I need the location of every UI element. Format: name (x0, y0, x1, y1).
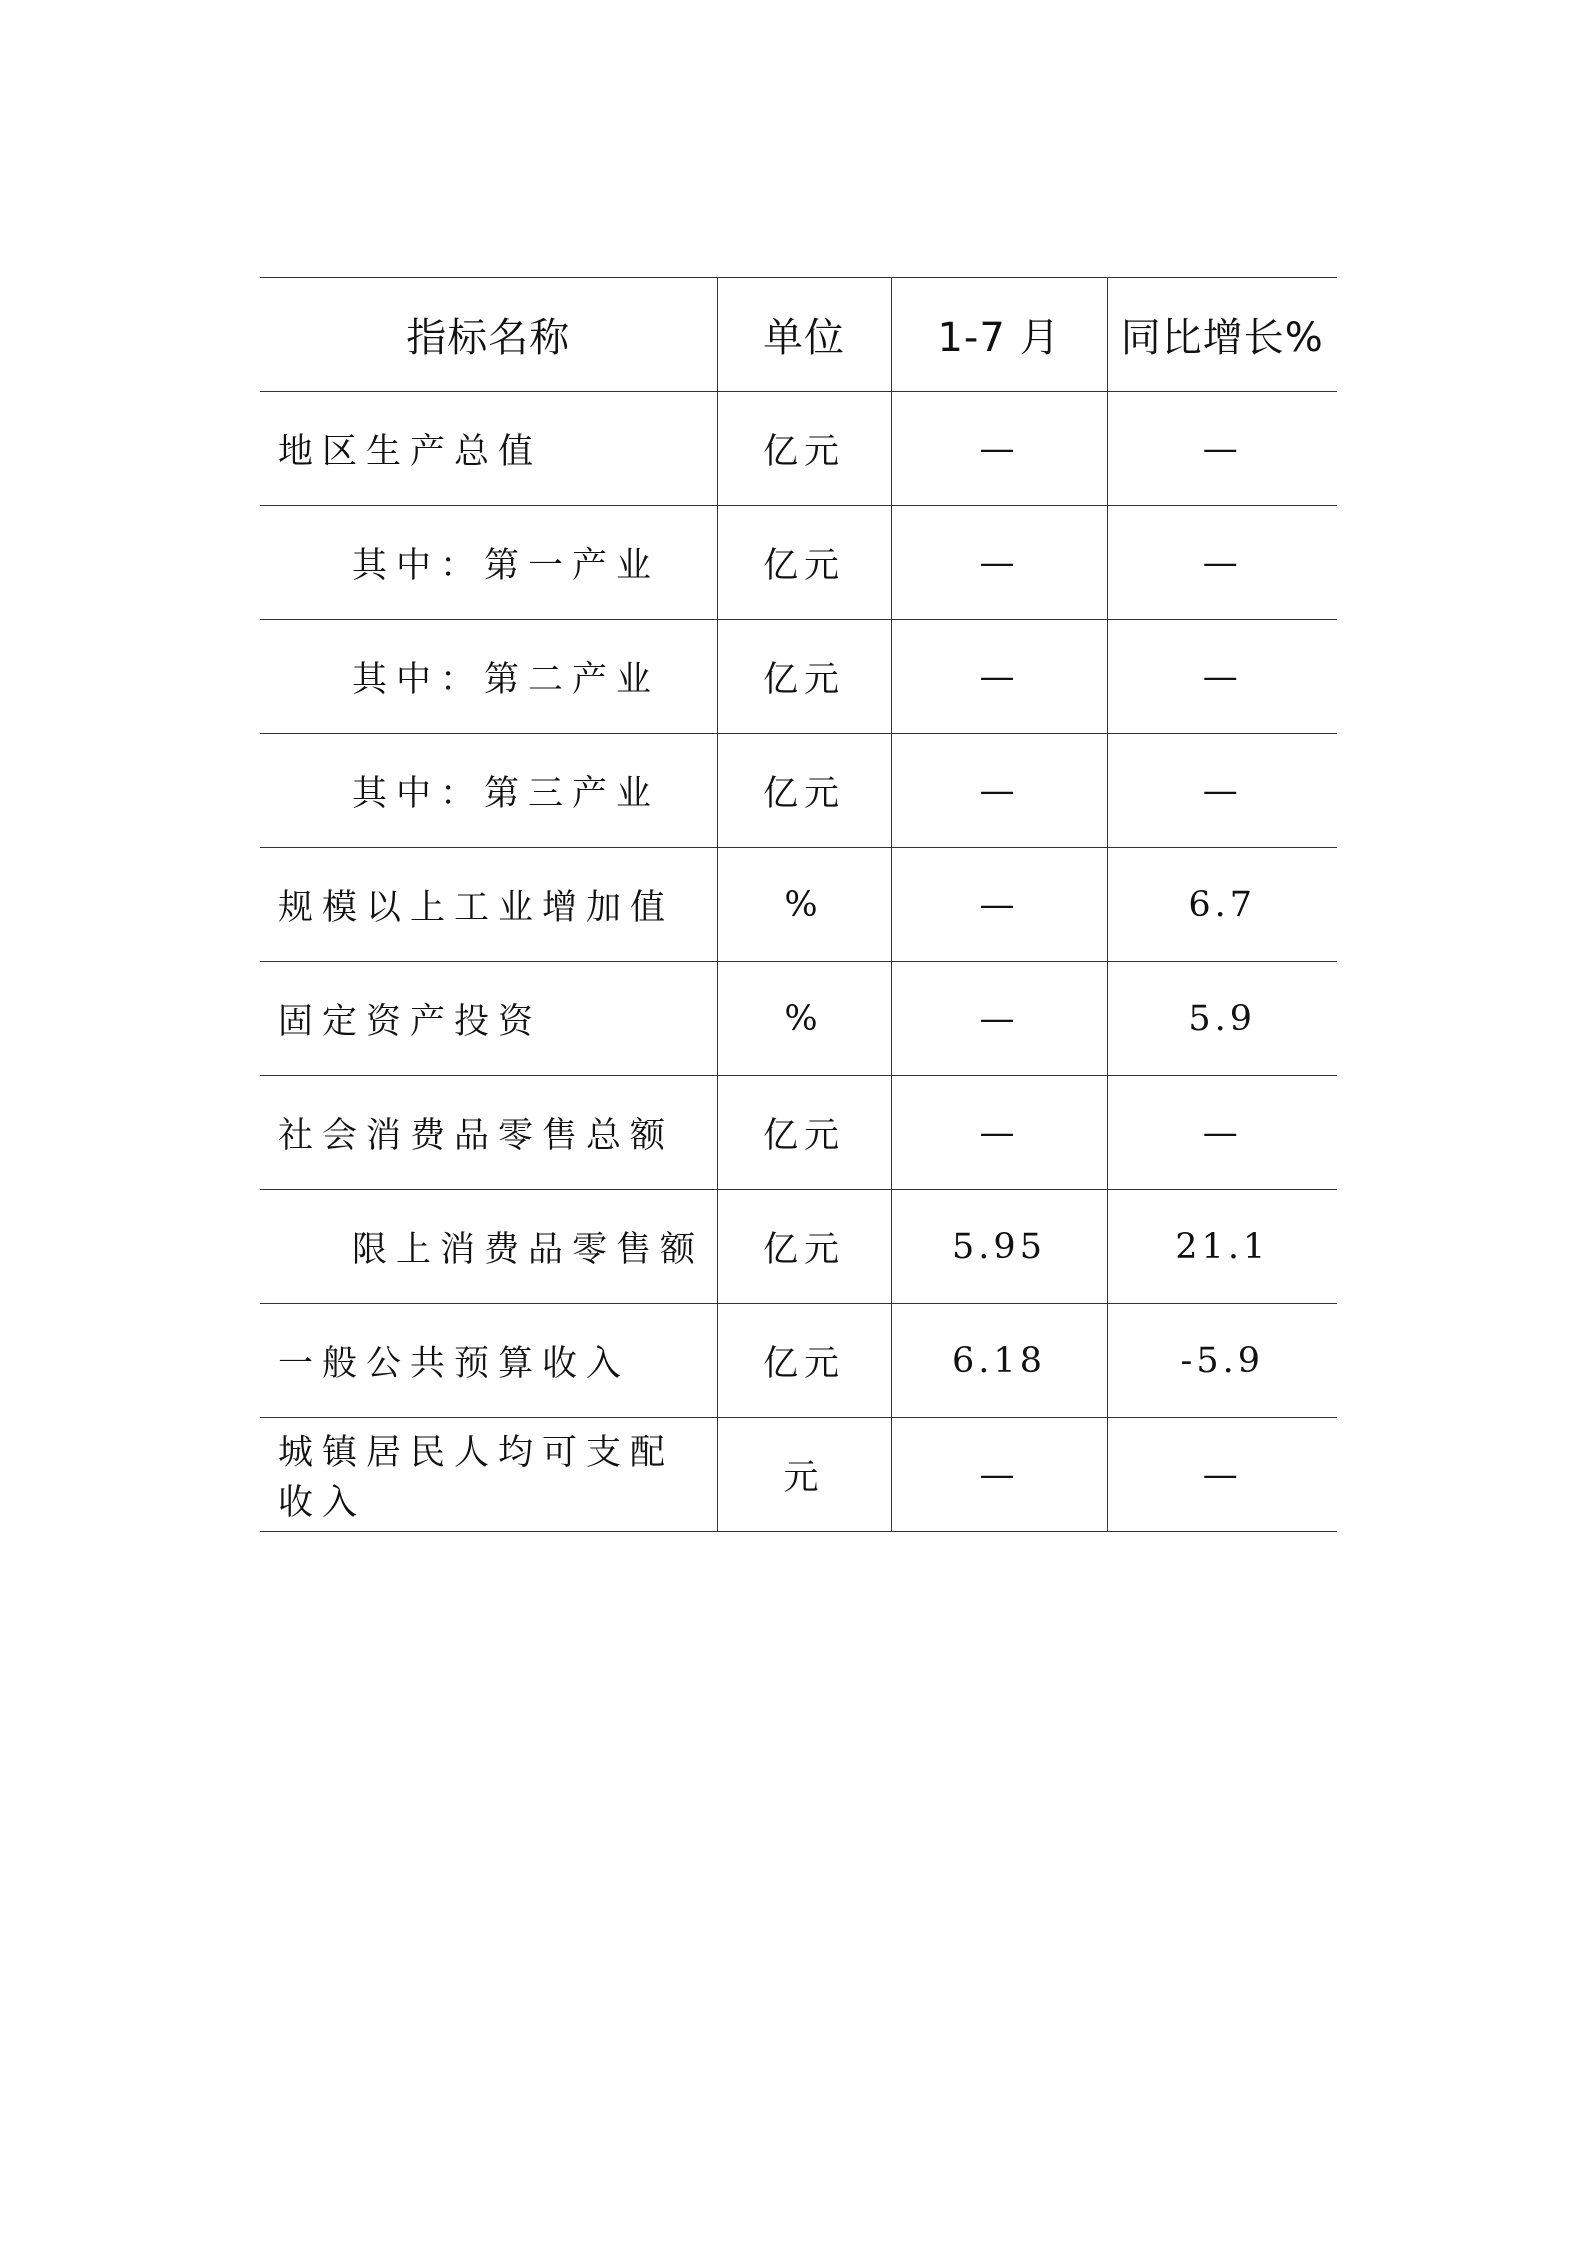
indicator-unit: 亿元 (717, 620, 891, 734)
indicator-growth: 21.1 (1107, 1190, 1337, 1304)
indicator-value: — (891, 1418, 1107, 1532)
indicator-growth: -5.9 (1107, 1304, 1337, 1418)
indicator-value: 6.18 (891, 1304, 1107, 1418)
indicator-name: 固定资产投资 (260, 962, 717, 1076)
indicator-unit: 亿元 (717, 1190, 891, 1304)
indicator-value: — (891, 506, 1107, 620)
indicator-value: — (891, 620, 1107, 734)
indicator-unit: 元 (717, 1418, 891, 1532)
indicator-growth: — (1107, 506, 1337, 620)
statistics-table (260, 277, 1337, 1532)
indicator-name: 城镇居民人均可支配收入 (260, 1418, 717, 1532)
indicator-unit: % (717, 848, 891, 962)
table-row (260, 620, 1337, 734)
indicator-name: 规模以上工业增加值 (260, 848, 717, 962)
indicator-name: 地区生产总值 (260, 392, 717, 506)
indicator-growth: — (1107, 392, 1337, 506)
indicator-unit: 亿元 (717, 506, 891, 620)
indicator-unit: % (717, 962, 891, 1076)
indicator-growth: — (1107, 620, 1337, 734)
indicator-growth: — (1107, 1418, 1337, 1532)
table-row (260, 1304, 1337, 1418)
indicator-value: — (891, 392, 1107, 506)
indicator-name: 其中：第一产业 (260, 506, 717, 620)
indicator-value: — (891, 1076, 1107, 1190)
indicator-name: 其中：第二产业 (260, 620, 717, 734)
indicator-name: 限上消费品零售额 (260, 1190, 717, 1304)
table-row (260, 506, 1337, 620)
header-yoy-growth: 同比增长% (1107, 278, 1337, 392)
table-row (260, 1076, 1337, 1190)
header-unit: 单位 (717, 278, 891, 392)
table-row (260, 392, 1337, 506)
indicator-growth: — (1107, 734, 1337, 848)
indicator-value: 5.95 (891, 1190, 1107, 1304)
table-row (260, 1190, 1337, 1304)
indicator-value: — (891, 848, 1107, 962)
table-row (260, 734, 1337, 848)
table-header-row (260, 278, 1337, 392)
header-indicator-name: 指标名称 (260, 278, 717, 392)
indicator-value: — (891, 734, 1107, 848)
indicator-unit: 亿元 (717, 1304, 891, 1418)
indicator-name: 社会消费品零售总额 (260, 1076, 717, 1190)
indicator-name: 一般公共预算收入 (260, 1304, 717, 1418)
indicator-growth: 5.9 (1107, 962, 1337, 1076)
table-row (260, 1418, 1337, 1532)
header-period: 1-7 月 (891, 278, 1107, 392)
indicator-name: 其中：第三产业 (260, 734, 717, 848)
indicator-growth: 6.7 (1107, 848, 1337, 962)
indicator-growth: — (1107, 1076, 1337, 1190)
indicator-unit: 亿元 (717, 392, 891, 506)
table-row (260, 962, 1337, 1076)
indicator-value: — (891, 962, 1107, 1076)
indicator-unit: 亿元 (717, 734, 891, 848)
indicator-unit: 亿元 (717, 1076, 891, 1190)
table-row (260, 848, 1337, 962)
